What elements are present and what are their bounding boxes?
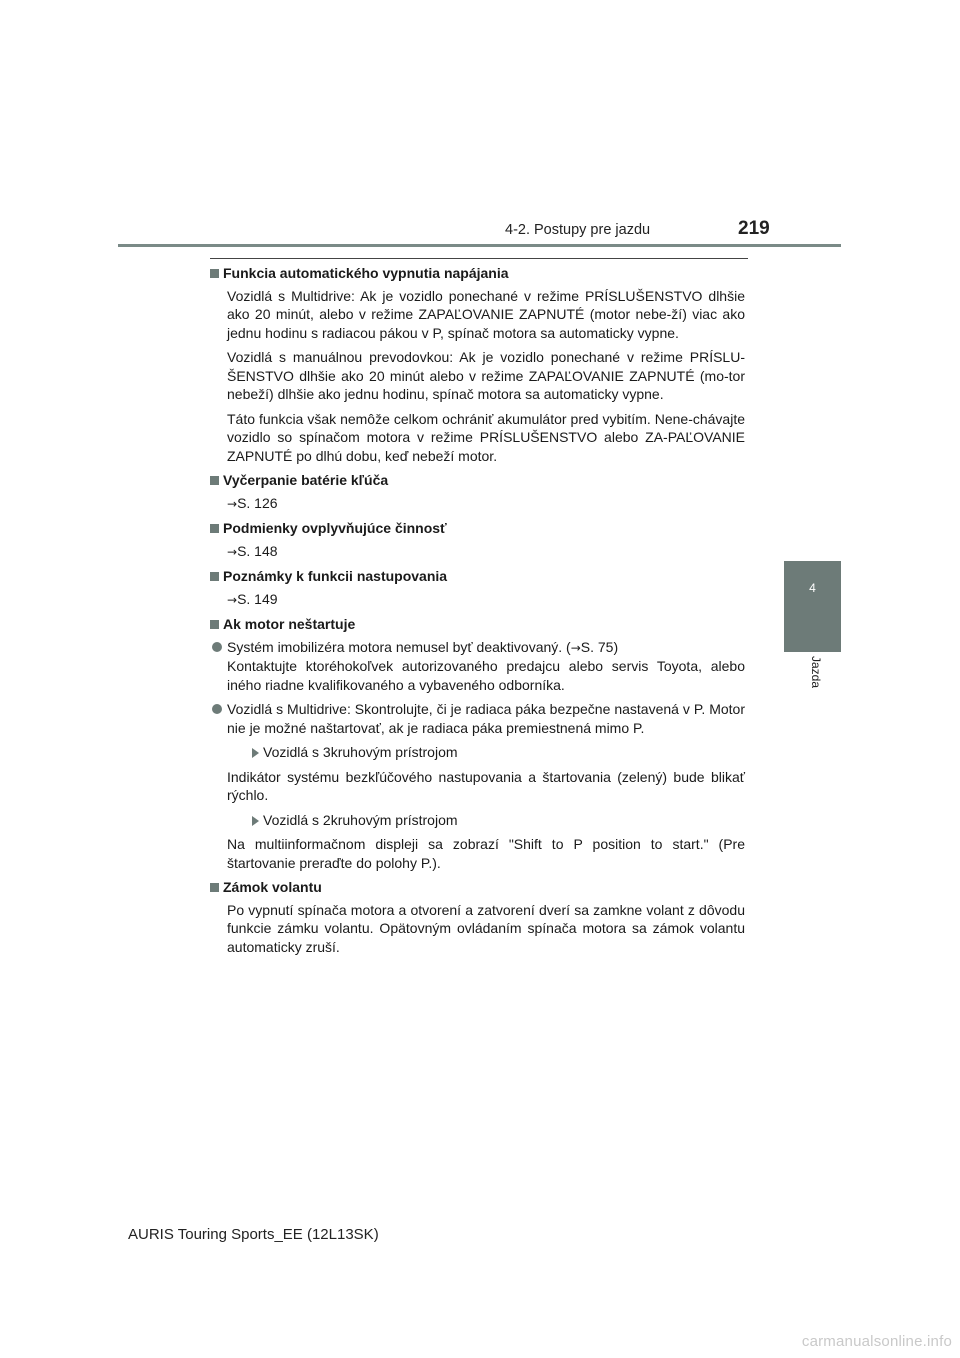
section-heading: Zámok volantu (210, 878, 745, 897)
page-reference: →S. 149 (227, 590, 278, 607)
section-key-battery (210, 471, 745, 513)
paragraph: Po vypnutí spínača motora a otvorení a zatvorení dverí sa zamkne volant z dôvodu funkcie zámku volantu. Opätovným ovládaním spínača motora sa zámok volantu automaticky zruší. (227, 901, 745, 955)
section-auto-power-off (210, 264, 745, 465)
section-heading: Podmienky ovplyvňujúce činnosť (210, 519, 745, 538)
square-bullet-icon (210, 524, 219, 533)
chapter-tab-number: 4 (809, 581, 816, 595)
sub-heading: Vozidlá s 2kruhovým prístrojom (252, 811, 745, 830)
chapter-tab (784, 561, 841, 652)
arrow-right-icon: → (570, 640, 581, 655)
bullet-item: Vozidlá s Multidrive: Skontrolujte, či je radiaca páka bezpečne nastavená v P. Motor nie je možné naštartovať, ak je radiaca páka premiestnená mimo P. (210, 700, 745, 737)
paragraph: Táto funkcia však nemôže celkom ochrániť akumulátor pred vybitím. Nene-chávajte vozidlo so spínačom motora v režime PRÍSLUŠENSTVO alebo ZA-PAĽOVANIE ZAPNUTÉ po dlhú dobu, keď nebeží motor. (227, 410, 745, 464)
circle-bullet-icon (212, 704, 222, 714)
footer-model: AURIS Touring Sports_EE (12L13SK) (128, 1226, 379, 1243)
section-steering-lock (210, 878, 745, 956)
chapter-tab-label: Jazda (809, 656, 823, 689)
paragraph: Na multiinformačnom displeji sa zobrazí "Shift to P position to start." (Pre štartovanie preraďte do polohy P.). (227, 836, 745, 871)
paragraph: Vozidlá s manuálnou prevodovkou: Ak je vozidlo ponechané v režime PRÍSLU-ŠENSTVO dlhšie ako 20 minút alebo v režime ZAPAĽOVANIE ZAPNUTÉ (mo-tor nebeží) dlhšie ako jednu hodinu, spínač motora sa automaticky vypne. (227, 349, 745, 402)
section-operating-conditions (210, 519, 745, 561)
square-bullet-icon (210, 572, 219, 581)
triangle-bullet-icon (252, 748, 259, 758)
header-divider (118, 244, 841, 247)
content-divider (210, 258, 748, 259)
section-heading: Ak motor neštartuje (210, 615, 745, 634)
page-reference: →S. 126 (227, 494, 278, 511)
sub-heading: Vozidlá s 3kruhovým prístrojom (252, 743, 745, 762)
arrow-right-icon: → (227, 544, 238, 559)
square-bullet-icon (210, 476, 219, 485)
square-bullet-icon (210, 883, 219, 892)
section-heading: Vyčerpanie batérie kľúča (210, 471, 745, 490)
section-heading: Poznámky k funkcii nastupovania (210, 567, 745, 586)
arrow-right-icon: → (227, 592, 238, 607)
page-number: 219 (738, 218, 770, 239)
paragraph: Vozidlá s Multidrive: Ak je vozidlo ponechané v režime PRÍSLUŠENSTVO dlhšie ako 20 minút, alebo v režime ZAPAĽOVANIE ZAPNUTÉ (motor nebe-ží) viac ako jednu hodinu s radiacou pákou v P, spínač motora sa automaticky vypne. (227, 287, 745, 341)
page-reference: →S. 148 (227, 542, 278, 559)
bullet-item: Systém imobilizéra motora nemusel byť deaktivovaný. (→S. 75) Kontaktujte ktoréhokoľvek autorizovaného predajcu alebo servis Toyota, alebo iného riadne kvalifikovaného a vybaveného odborníka. (210, 638, 745, 695)
header-section-title: 4-2. Postupy pre jazdu (505, 222, 651, 238)
square-bullet-icon (210, 620, 219, 629)
arrow-right-icon: → (227, 496, 238, 511)
section-heading: Funkcia automatického vypnutia napájania (210, 264, 745, 283)
section-entry-notes (210, 567, 745, 609)
circle-bullet-icon (212, 642, 222, 652)
page-content (210, 264, 745, 962)
square-bullet-icon (210, 269, 219, 278)
section-engine-not-starting (210, 615, 745, 872)
triangle-bullet-icon (252, 816, 259, 826)
watermark: carmanualsonline.info (801, 1333, 952, 1350)
paragraph: Indikátor systému bezkľúčového nastupovania a štartovania (zelený) bude blikať rýchlo. (227, 768, 745, 803)
